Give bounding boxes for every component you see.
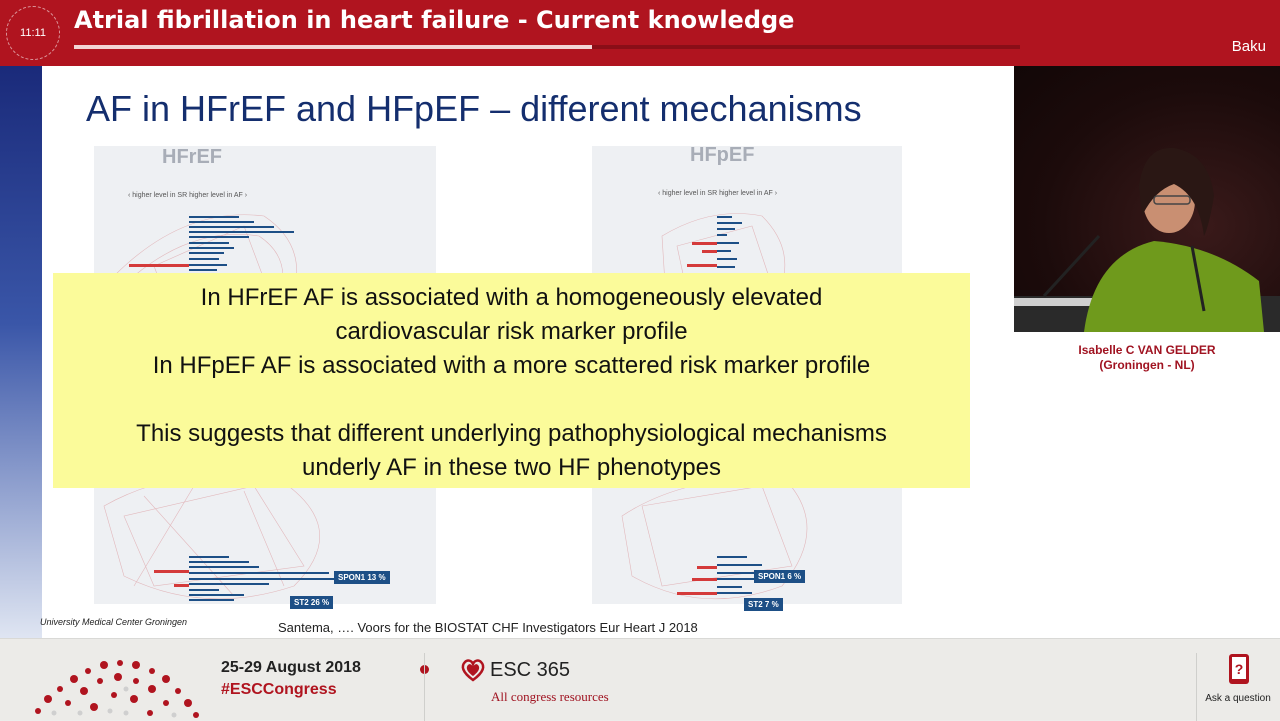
- esc365-subtitle[interactable]: All congress resources: [491, 689, 609, 704]
- speaker-name-text: Isabelle C VAN GELDER: [1078, 343, 1216, 357]
- footer-divider: [424, 653, 425, 721]
- footer-bar: [0, 638, 1280, 720]
- heart-icon: [460, 657, 486, 683]
- overlay-spacer: [53, 383, 970, 417]
- overlay-line-4: This suggests that different underlying pathophysiological mechanisms: [136, 420, 887, 447]
- overlay-line-5: underly AF in these two HF phenotypes: [302, 454, 721, 481]
- left-decor-strip: [0, 66, 42, 638]
- institution-label: University Medical Center Groningen: [40, 617, 188, 627]
- phone-question-icon[interactable]: [1228, 653, 1250, 685]
- summary-overlay: [53, 273, 970, 488]
- speaker-video-frame: [1014, 66, 1280, 332]
- hfpef-spon1-tag: SPON1 6 %: [754, 570, 805, 583]
- hfref-st2-tag: ST2 26 %: [290, 596, 333, 609]
- clock-badge: 11:11: [6, 6, 60, 60]
- speaker-info-panel: [1014, 332, 1280, 638]
- hfref-panel-label: HFrEF: [162, 146, 222, 168]
- hfref-panel-subtitle: ‹ higher level in SR higher level in AF ›: [128, 192, 248, 199]
- ask-question-button[interactable]: Ask a question: [1205, 693, 1271, 704]
- speaker-affiliation: (Groningen - NL): [1099, 358, 1195, 372]
- congress-dots-logo: [18, 651, 218, 721]
- hfpef-panel-label: HFpEF: [690, 144, 755, 166]
- speaker-video[interactable]: [1014, 66, 1280, 332]
- overlay-line-1: In HFrEF AF is associated with a homogeneously elevated: [200, 284, 823, 311]
- hfpef-panel-subtitle: ‹ higher level in SR higher level in AF ›: [658, 190, 778, 197]
- congress-dates: 25-29 August 2018: [221, 659, 361, 676]
- location-label: Baku: [1231, 38, 1266, 55]
- overlay-line-3: In HFpEF AF is associated with a more scattered risk marker profile: [152, 352, 871, 379]
- congress-hashtag[interactable]: #ESCCongress: [221, 681, 337, 698]
- progress-fill: [74, 45, 592, 49]
- slide-title: AF in HFrEF and HFpEF – different mechanisms: [86, 88, 862, 129]
- hfpef-st2-tag: ST2 7 %: [744, 598, 783, 611]
- top-bar: [0, 0, 1280, 66]
- speaker-name: [1014, 343, 1280, 373]
- overlay-line-2: cardiovascular risk marker profile: [335, 318, 688, 345]
- session-title: Atrial fibrillation in heart failure - Current knowledge: [74, 6, 795, 34]
- footer-divider-right: [1196, 653, 1197, 721]
- progress-bar[interactable]: [74, 45, 1020, 49]
- svg-text:?: ?: [1234, 661, 1244, 677]
- citation-text: Santema, …. Voors for the BIOSTAT CHF Investigators Eur Heart J 2018: [278, 620, 698, 635]
- esc365-link[interactable]: ESC 365: [490, 659, 571, 681]
- hfref-spon1-tag: SPON1 13 %: [334, 571, 390, 584]
